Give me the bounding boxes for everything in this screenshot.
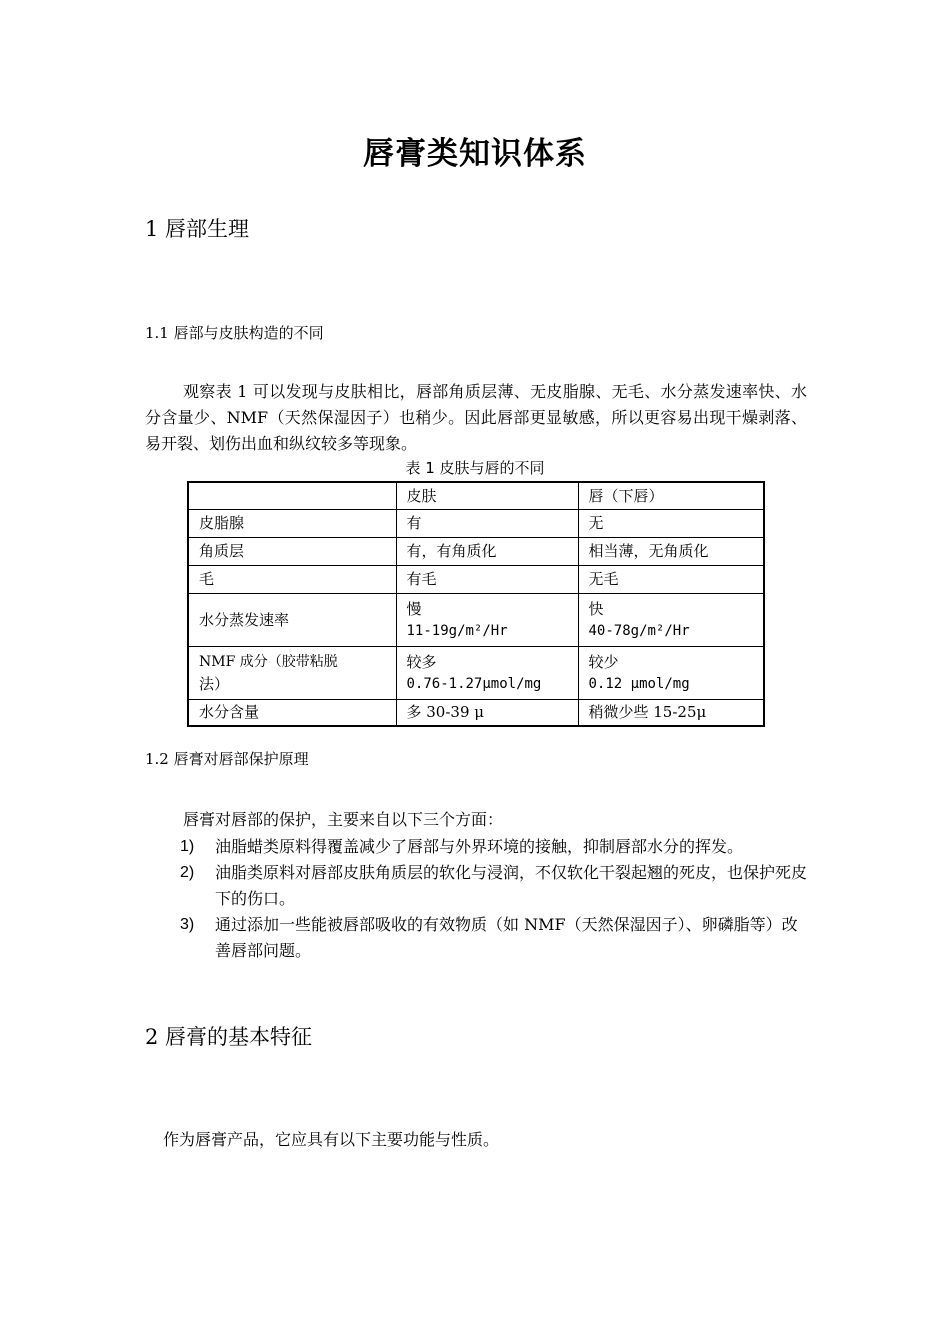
table-header-cell: 皮肤 [396, 482, 578, 509]
skin-value: 慢 [406, 599, 422, 618]
row-label: 水分蒸发速率 [188, 593, 396, 646]
skin-value: 较多 [406, 652, 437, 671]
lip-cell [578, 646, 764, 699]
table-header-cell: 唇（下唇） [578, 482, 764, 509]
row-label: 皮脂腺 [188, 509, 396, 537]
list-text: 通过添加一些能被唇部吸收的有效物质（如 NMF（天然保湿因子）、卵磷脂等）改善唇部问题。 [215, 915, 798, 960]
table-row [188, 699, 764, 726]
list-number: 2) [180, 864, 195, 881]
list-item [180, 834, 807, 860]
list-item [180, 860, 807, 912]
row-label: 水分含量 [188, 699, 396, 726]
lip-cell: 相当薄，无角质化 [578, 537, 764, 565]
lip-value: 较少 [588, 652, 619, 671]
row-label: 毛 [188, 565, 396, 593]
section-1-2-intro: 唇膏对唇部的保护，主要来自以下三个方面： [183, 810, 504, 829]
row-label-line-1: NMF 成分（胶带粘脱 [199, 653, 338, 670]
skin-rate: 11-19g/m²/Hr [406, 622, 508, 639]
skin-cell [396, 593, 578, 646]
section-1-1-paragraph: 观察表 1 可以发现与皮肤相比，唇部角质层薄、无皮脂腺、无毛、水分蒸发速率快、水分含量少、NMF（天然保湿因子）也稍少。因此唇部更显敏感，所以更容易出现干燥剥落、易开裂、划伤出血和纵纹较多等现象。 [145, 382, 807, 453]
table-header-row [188, 482, 764, 509]
lip-cell: 稍微少些 15-25μ [578, 699, 764, 726]
lip-value: 快 [588, 599, 604, 618]
row-label [188, 646, 396, 699]
lip-cell: 无 [578, 509, 764, 537]
skin-lip-comparison-table [187, 481, 765, 727]
table-row [188, 646, 764, 699]
lip-amount: 0.12 μmol/mg [588, 675, 690, 692]
skin-cell: 有毛 [396, 565, 578, 593]
skin-cell: 有 [396, 509, 578, 537]
lip-cell: 无毛 [578, 565, 764, 593]
section-2-heading: 2 唇膏的基本特征 [145, 1025, 313, 1049]
section-1-heading: 1 唇部生理 [145, 217, 250, 241]
table-row [188, 537, 764, 565]
table-header-cell [188, 482, 396, 509]
skin-cell [396, 646, 578, 699]
table-row [188, 565, 764, 593]
section-1-1-heading: 1.1 唇部与皮肤构造的不同 [145, 324, 324, 342]
skin-amount: 0.76-1.27μmol/mg [406, 675, 542, 692]
list-text: 油脂蜡类原料得覆盖减少了唇部与外界环境的接触，抑制唇部水分的挥发。 [215, 837, 744, 856]
list-item [180, 912, 807, 964]
table-caption: 表 1 皮肤与唇的不同 [405, 459, 545, 477]
row-label-line-2: 法） [199, 674, 230, 693]
list-number: 3) [180, 916, 195, 933]
lip-rate: 40-78g/m²/Hr [588, 622, 690, 639]
list-text: 油脂类原料对唇部皮肤角质层的软化与浸润，不仅软化干裂起翘的死皮，也保护死皮下的伤口。 [215, 863, 808, 908]
table-row [188, 593, 764, 646]
lip-cell [578, 593, 764, 646]
skin-cell: 有，有角质化 [396, 537, 578, 565]
section-1-2-heading: 1.2 唇膏对唇部保护原理 [145, 750, 309, 768]
row-label: 角质层 [188, 537, 396, 565]
protection-list [180, 834, 807, 964]
document-title: 唇膏类知识体系 [363, 136, 587, 172]
list-number: 1) [180, 838, 195, 855]
table-row [188, 509, 764, 537]
skin-cell: 多 30-39 μ [396, 699, 578, 726]
section-2-paragraph: 作为唇膏产品，它应具有以下主要功能与性质。 [163, 1130, 500, 1149]
